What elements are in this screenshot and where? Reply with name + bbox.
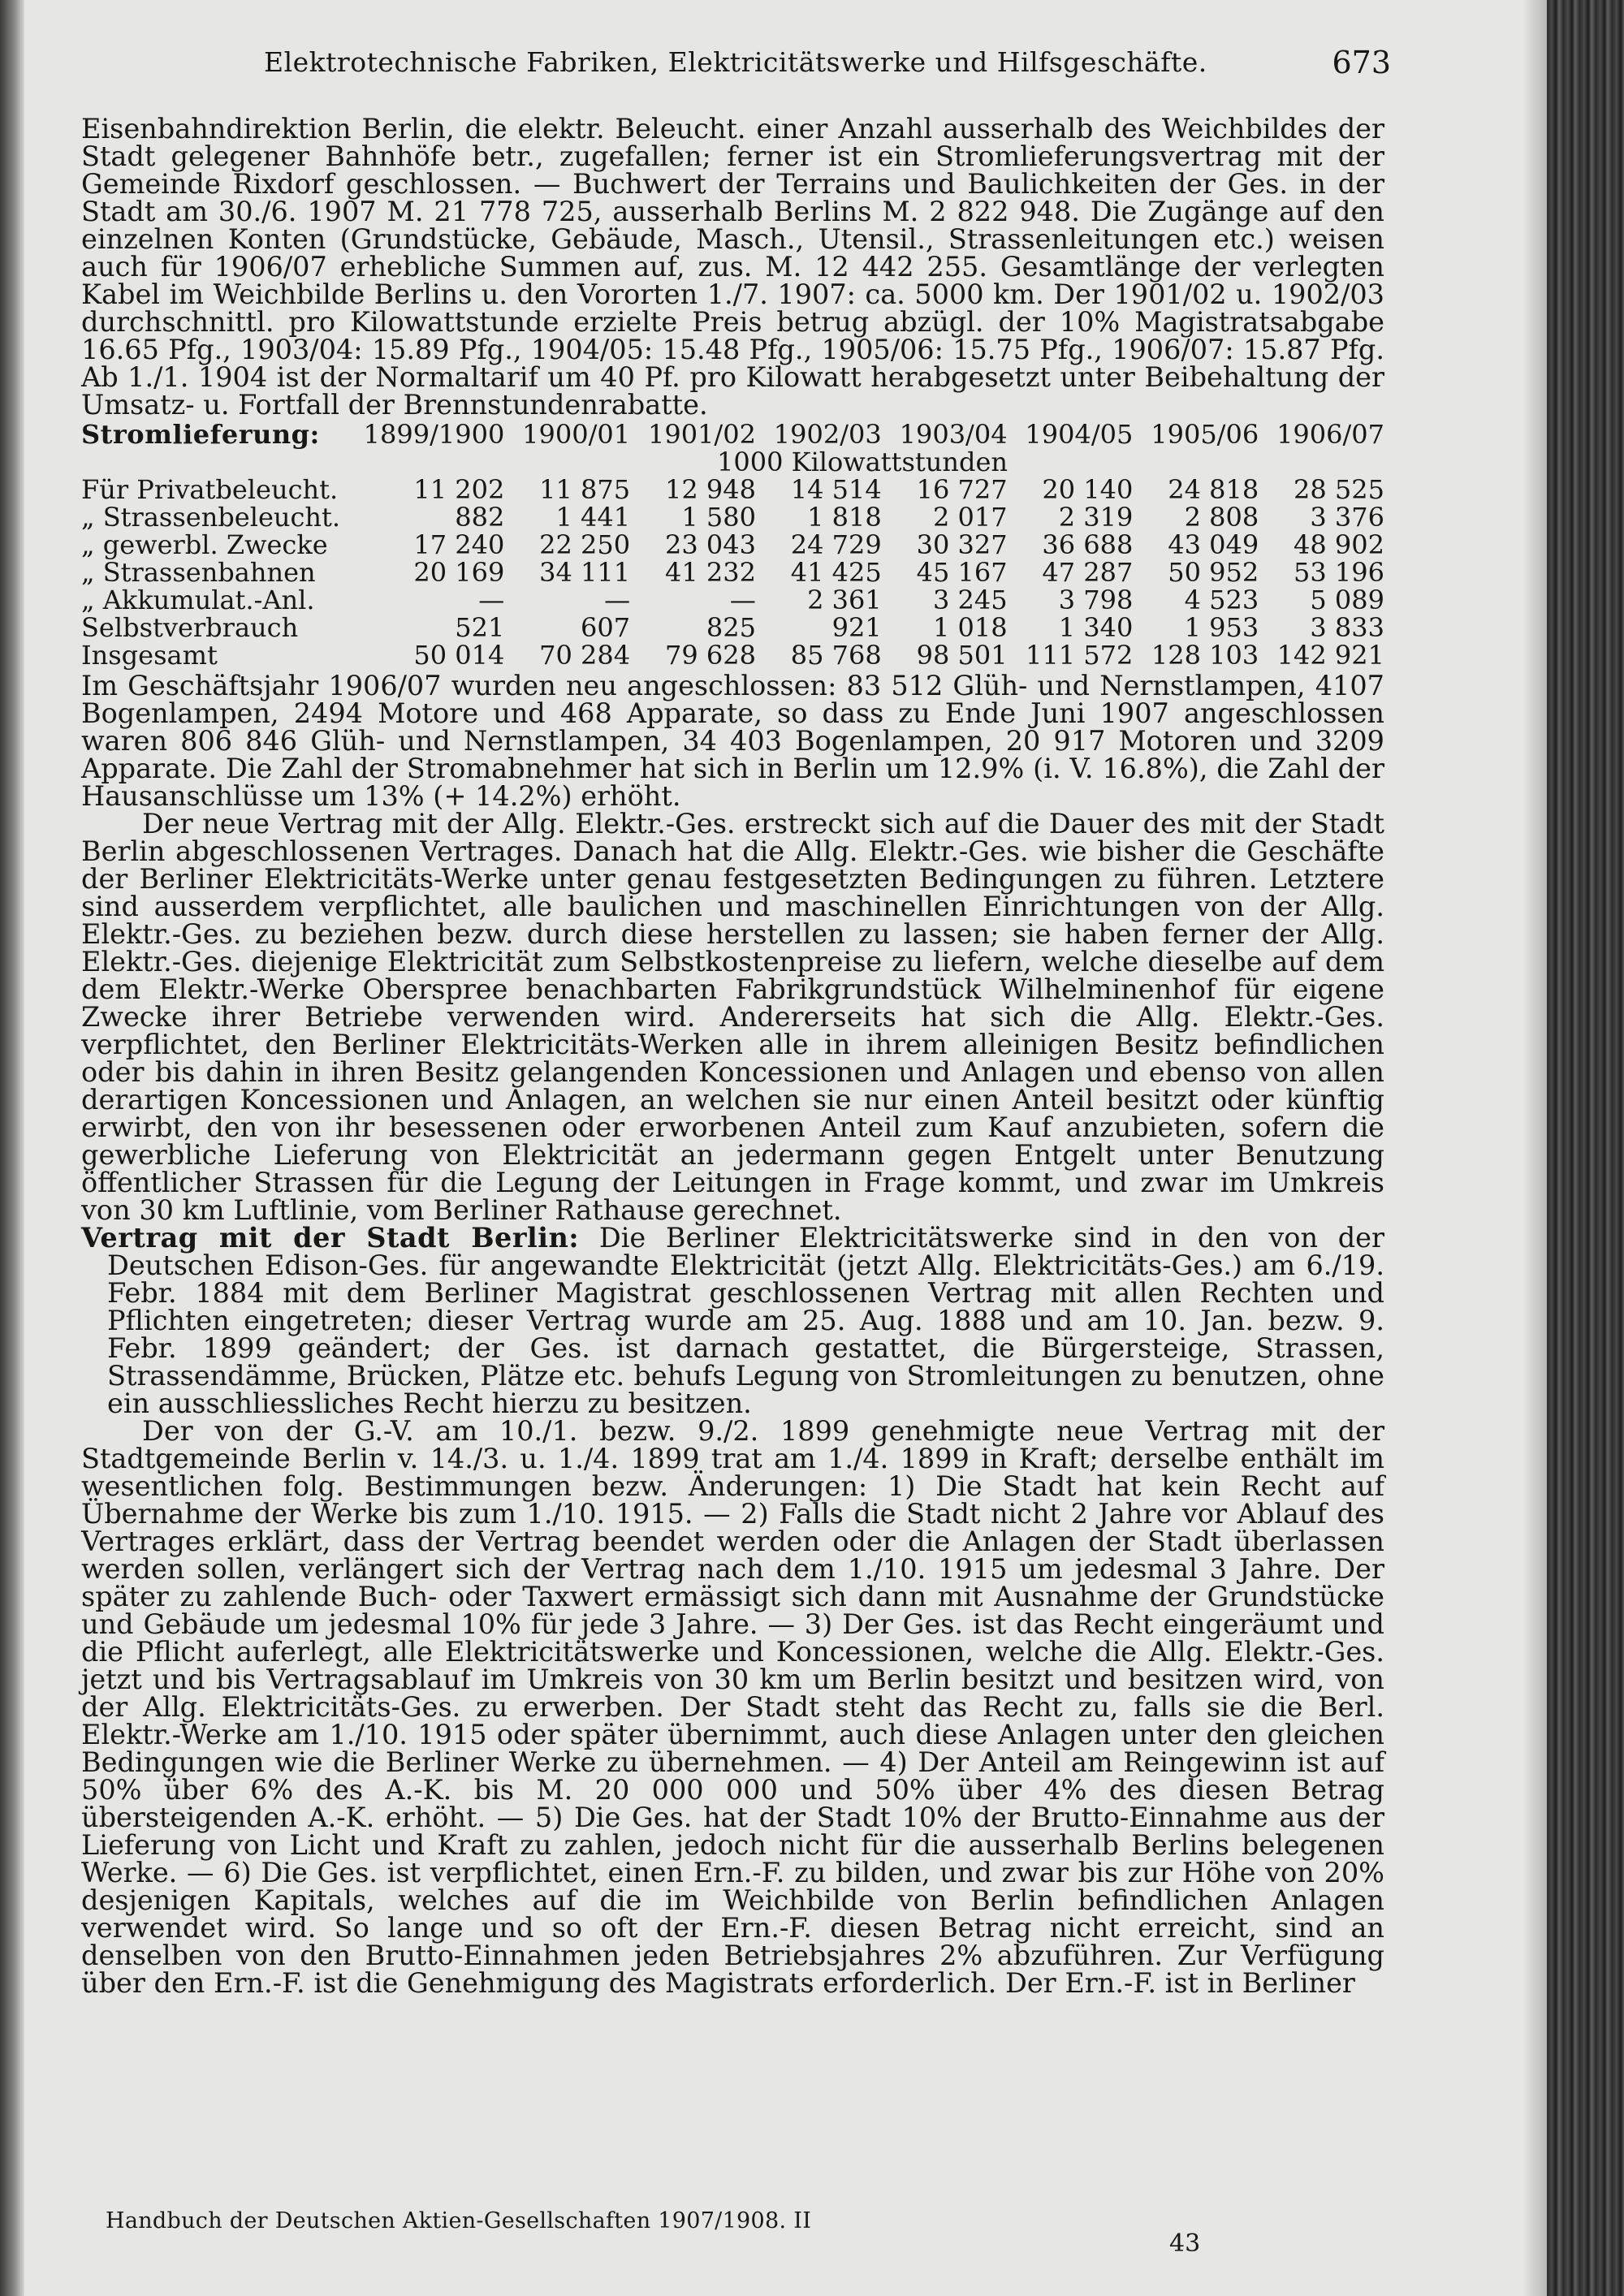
table-cell: 1 340 [1058, 612, 1134, 643]
table-cell: 5 089 [1310, 585, 1384, 615]
table-cell: 48 902 [1294, 529, 1384, 560]
table-cell: 22 250 [539, 529, 631, 560]
table-cell: 16 727 [916, 474, 1008, 505]
table-cell: 882 [455, 502, 505, 533]
table-cell: 85 768 [790, 640, 882, 671]
table-cell: 41 232 [664, 557, 756, 588]
city-contract-paragraph [81, 1222, 1384, 1419]
table-cell: 521 [455, 612, 505, 643]
table-cell: 3 798 [1058, 585, 1134, 615]
table-row [81, 614, 1384, 641]
row-label: „ Akkumulat.-Anl. [81, 585, 315, 615]
table-cell: 111 572 [1026, 640, 1134, 671]
table-cell: 34 111 [539, 557, 631, 588]
table-cell: 2 361 [807, 585, 882, 615]
table-row [81, 586, 1384, 614]
table-cell: 1 441 [555, 502, 631, 533]
table-unit: 1000 Kilowattstunden [717, 447, 1009, 477]
year-header: 1900/01 [522, 419, 631, 450]
table-cell: 825 [706, 612, 756, 643]
year-header: 1904/05 [1025, 419, 1134, 450]
page-gutter-shadow [1522, 0, 1547, 2296]
page-content [81, 45, 1391, 1999]
table-cell: 50 952 [1168, 557, 1259, 588]
table-cell: 23 043 [664, 529, 756, 560]
table-cell: 30 327 [916, 529, 1008, 560]
page-footer: Handbuch der Deutschen Aktien-Gesellschaften 1907/1908. II [106, 2208, 812, 2233]
row-label: Selbstverbrauch [81, 612, 299, 643]
year-header: 1902/03 [773, 419, 882, 450]
new-contract-paragraph: Der von der G.-V. am 10./1. bezw. 9./2. 1899 genehmigte neue Vertrag mit der Stadtgemeinde Berlin v. 14./3. u. 1./4. 1899 trat am 1./4. 1899 in Kraft; derselbe enthält im wesentlichen folg. Bestimmungen bezw. Änderungen: 1) Die Stadt hat kein Recht auf Übernahme der Werke bis zum 1./10. 1915. — 2) Falls die Stadt nicht 2 Jahre vor Ablauf des Vertrages erklärt, dass der Vertrag beendet werden oder die Anlagen der Stadt überlassen werden sollen, verlängert sich der Vertrag nach dem 1./10. 1915 um jedesmal 3 Jahre. Der später zu zahlende Buch- oder Taxwert ermässigt sich dann mit Ausnahme der Grundstücke und Gebäude um jedesmal 10% für jede 3 Jahre. — 3) Der Ges. ist das Recht eingeräumt und die Pflicht auferlegt, alle Elektricitätswerke und Koncessionen, welche die Allg. Elektr.-Ges. jetzt und bis Vertragsablauf im Umkreis von 30 km um Berlin besitzt und besitzen wird, von der Allg. Elektricitäts-Ges. zu erwerben. Der Stadt steht das Recht zu, falls sie die Berl. Elektr.-Werke am 1./10. 1915 oder später übernimmt, auch diese Anlagen unter den gleichen Bedingungen wie die Berliner Werke zu übernehmen. — 4) Der Anteil am Reingewinn ist auf 50% über 6% des A.-K. bis M. 20 000 000 und 50% über 4% des diesen Betrag übersteigenden A.-K. erhöht. — 5) Die Ges. hat der Stadt 10% der Brutto-Einnahme aus der Lieferung von Licht und Kraft zu zahlen, jedoch nicht für die ausserhalb Berlins belegenen Werke. — 6) Die Ges. ist verpflichtet, einen Ern.-F. zu bilden, und zwar bis zur Höhe von 20% desjenigen Kapitals, welches auf die im Weichbilde von Berlin befindlichen Anlagen verwendet wird. So lange und so oft der Ern.-F. diesen Betrag nicht erreicht, sind an denselben von den Brutto-Einnahmen jeden Betriebsjahres 2% abzuführen. Zur Verfügung über den Ern.-F. ist die Genehmigung des Magistrats erforderlich. Der Ern.-F. ist in Berliner [81, 1415, 1384, 1999]
intro-paragraph: Eisenbahndirektion Berlin, die elektr. Beleucht. einer Anzahl ausserhalb des Weichbildes der Stadt gelegener Bahnhöfe betr., zugefallen; ferner ist ein Stromlieferungsvertrag mit der Gemeinde Rixdorf geschlossen. — Buchwert der Terrains und Baulichkeiten der Ges. in der Stadt am 30./6. 1907 M. 21 778 725, ausserhalb Berlins M. 2 822 948. Die Zugänge auf den einzelnen Konten (Grundstücke, Gebäude, Masch., Utensil., Strassenleitungen etc.) weisen auch für 1906/07 erhebliche Summen auf, zus. M. 12 442 255. Gesamtlänge der verlegten Kabel im Weichbilde Berlins u. den Vororten 1./7. 1907: ca. 5000 km. Der 1901/02 u. 1902/03 durchschnittl. pro Kilowattstunde erzielte Preis betrug abzügl. der 10% Magistratsabgabe 16.65 Pfg., 1903/04: 15.89 Pfg., 1904/05: 15.48 Pfg., 1905/06: 15.75 Pfg., 1906/07: 15.87 Pfg. Ab 1./1. 1904 ist der Normaltarif um 40 Pf. pro Kilowatt herabgesetzt unter Beibehaltung der Umsatz- u. Fortfall der Brennstundenrabatte. [81, 113, 1384, 421]
table-cell: 2 319 [1058, 502, 1134, 533]
table-cell: 20 140 [1042, 474, 1134, 505]
table-cell: 43 049 [1168, 529, 1259, 560]
page-header [81, 45, 1391, 97]
table-cell: 47 287 [1042, 557, 1134, 588]
table-cell: 921 [831, 612, 882, 643]
table-cell: 3 833 [1310, 612, 1384, 643]
table-cell: 14 514 [790, 474, 882, 505]
table-cell: 2 017 [932, 502, 1008, 533]
table-unit-row [81, 448, 1384, 476]
page-left-edge [0, 0, 24, 2296]
table-cell: 79 628 [664, 640, 756, 671]
table-row [81, 503, 1384, 531]
year-header: 1903/04 [899, 419, 1008, 450]
table-cell: 36 688 [1042, 529, 1134, 560]
book-binding-edge [1547, 0, 1624, 2296]
table-cell: — [604, 585, 631, 615]
page-number: 673 [1332, 45, 1391, 80]
table-cell: 1 580 [681, 502, 756, 533]
power-supply-table [81, 421, 1384, 669]
row-label: „ Strassenbahnen [81, 557, 316, 588]
table-cell: 1 018 [932, 612, 1008, 643]
table-cell: 50 014 [413, 640, 505, 671]
table-cell: 3 245 [932, 585, 1008, 615]
table-row [81, 641, 1384, 669]
connections-paragraph: Im Geschäftsjahr 1906/07 wurden neu angeschlossen: 83 512 Glüh- und Nernstlampen, 4107 Bogenlampen, 2494 Motore und 468 Apparate, so dass zu Ende Juni 1907 angeschlossen waren 806 846 Glüh- und Nernstlampen, 34 403 Bogenlampen, 20 917 Motoren und 3209 Apparate. Die Zahl der Stromabnehmer hat sich in Berlin um 12.9% (i. V. 16.8%), die Zahl der Hausanschlüsse um 13% (+ 14.2%) erhöht. [81, 670, 1384, 812]
table-cell: 2 808 [1184, 502, 1259, 533]
table-row [81, 476, 1384, 503]
signature-mark: 43 [1169, 2229, 1201, 2258]
table-cell: 17 240 [413, 529, 505, 560]
table-cell: 4 523 [1184, 585, 1259, 615]
running-title: Elektrotechnische Fabriken, Elektricitätswerke und Hilfsgeschäfte. [264, 46, 1207, 78]
table-cell: 45 167 [916, 557, 1008, 588]
city-contract-heading: Vertrag mit der Stadt Berlin: [81, 1222, 580, 1254]
table-label: Stromlieferung: [81, 419, 320, 450]
city-contract-text: Die Berliner Elektricitätswerke sind in den von der Deutschen Edison-Ges. für angewandte Elektricität (jetzt Allg. Elektricitäts-Ges.) am 6./19. Febr. 1884 mit dem Berliner Magistrat geschlossenen Vertrag mit allen Rechten und Pflichten eingetreten; dieser Vertrag wurde am 25. Aug. 1888 und am 10. Jan. bezw. 9. Febr. 1899 geändert; der Ges. ist darnach gestattet, die Bürgersteige, Strassen, Strassendämme, Brücken, Plätze etc. behufs Legung von Stromleitungen zu benutzen, ohne ein ausschliessliches Recht hierzu zu besitzen. [107, 1222, 1384, 1419]
table-cell: — [478, 585, 505, 615]
table-row [81, 531, 1384, 559]
table-cell: 20 169 [413, 557, 505, 588]
table-cell: 28 525 [1294, 474, 1384, 505]
table-cell: — [729, 585, 756, 615]
table-cell: 3 376 [1310, 502, 1384, 533]
table-cell: 11 202 [413, 474, 505, 505]
table-cell: 24 818 [1168, 474, 1259, 505]
row-label: Für Privatbeleucht. [81, 474, 339, 505]
year-header: 1905/06 [1151, 419, 1259, 450]
year-header: 1899/1900 [363, 419, 505, 450]
table-cell: 128 103 [1151, 640, 1259, 671]
year-header: 1901/02 [647, 419, 756, 450]
table-row [81, 559, 1384, 586]
table-cell: 53 196 [1294, 557, 1384, 588]
table-cell: 1 953 [1184, 612, 1259, 643]
table-cell: 11 875 [539, 474, 631, 505]
table-cell: 607 [581, 612, 631, 643]
row-label: „ gewerbl. Zwecke [81, 529, 328, 560]
table-cell: 1 818 [807, 502, 882, 533]
aeg-contract-paragraph: Der neue Vertrag mit der Allg. Elektr.-Ges. erstreckt sich auf die Dauer des mit der Stadt Berlin abgeschlossenen Vertrages. Danach hat die Allg. Elektr.-Ges. wie bisher die Geschäfte der Berliner Elektricitäts-Werke unter genau festgesetzten Bedingungen zu führen. Letztere sind ausserdem verpflichtet, alle baulichen und maschinellen Einrichtungen von der Allg. Elektr.-Ges. zu beziehen bezw. durch diese herstellen zu lassen; sie haben ferner der Allg. Elektr.-Ges. diejenige Elektricität zum Selbstkostenpreise zu liefern, welche dieselbe auf dem dem Elektr.-Werke Oberspree benachbarten Fabrikgrundstück Wilhelminenhof für eigene Zwecke ihrer Betriebe verwenden wird. Andererseits hat sich die Allg. Elektr.-Ges. verpflichtet, den Berliner Elektricitäts-Werken alle in ihrem alleinigen Besitz befindlichen oder bis dahin in ihren Besitz gelangenden Koncessionen und Anlagen und ebenso von allen derartigen Koncessionen und Anlagen, an welchen sie nur einen Anteil besitzt oder künftig erwirbt, den von ihr besessenen oder erworbenen Anteil zum Kauf anzubieten, sofern die gewerbliche Lieferung von Elektricität an jedermann gegen Entgelt unter Benutzung öffentlicher Strassen für die Legung der Leitungen in Frage kommt, und zwar im Umkreis von 30 km Luftlinie, vom Berliner Rathause gerechnet. [81, 808, 1384, 1226]
year-header: 1906/07 [1276, 419, 1384, 450]
table-cell: 41 425 [790, 557, 882, 588]
table-header-row [81, 421, 1384, 448]
table-cell: 98 501 [916, 640, 1008, 671]
table-cell: 24 729 [790, 529, 882, 560]
table-cell: 12 948 [664, 474, 756, 505]
row-label: „ Strassenbeleucht. [81, 502, 341, 533]
table-cell: 70 284 [539, 640, 631, 671]
table-cell: 142 921 [1276, 640, 1384, 671]
row-label: Insgesamt [81, 640, 218, 671]
